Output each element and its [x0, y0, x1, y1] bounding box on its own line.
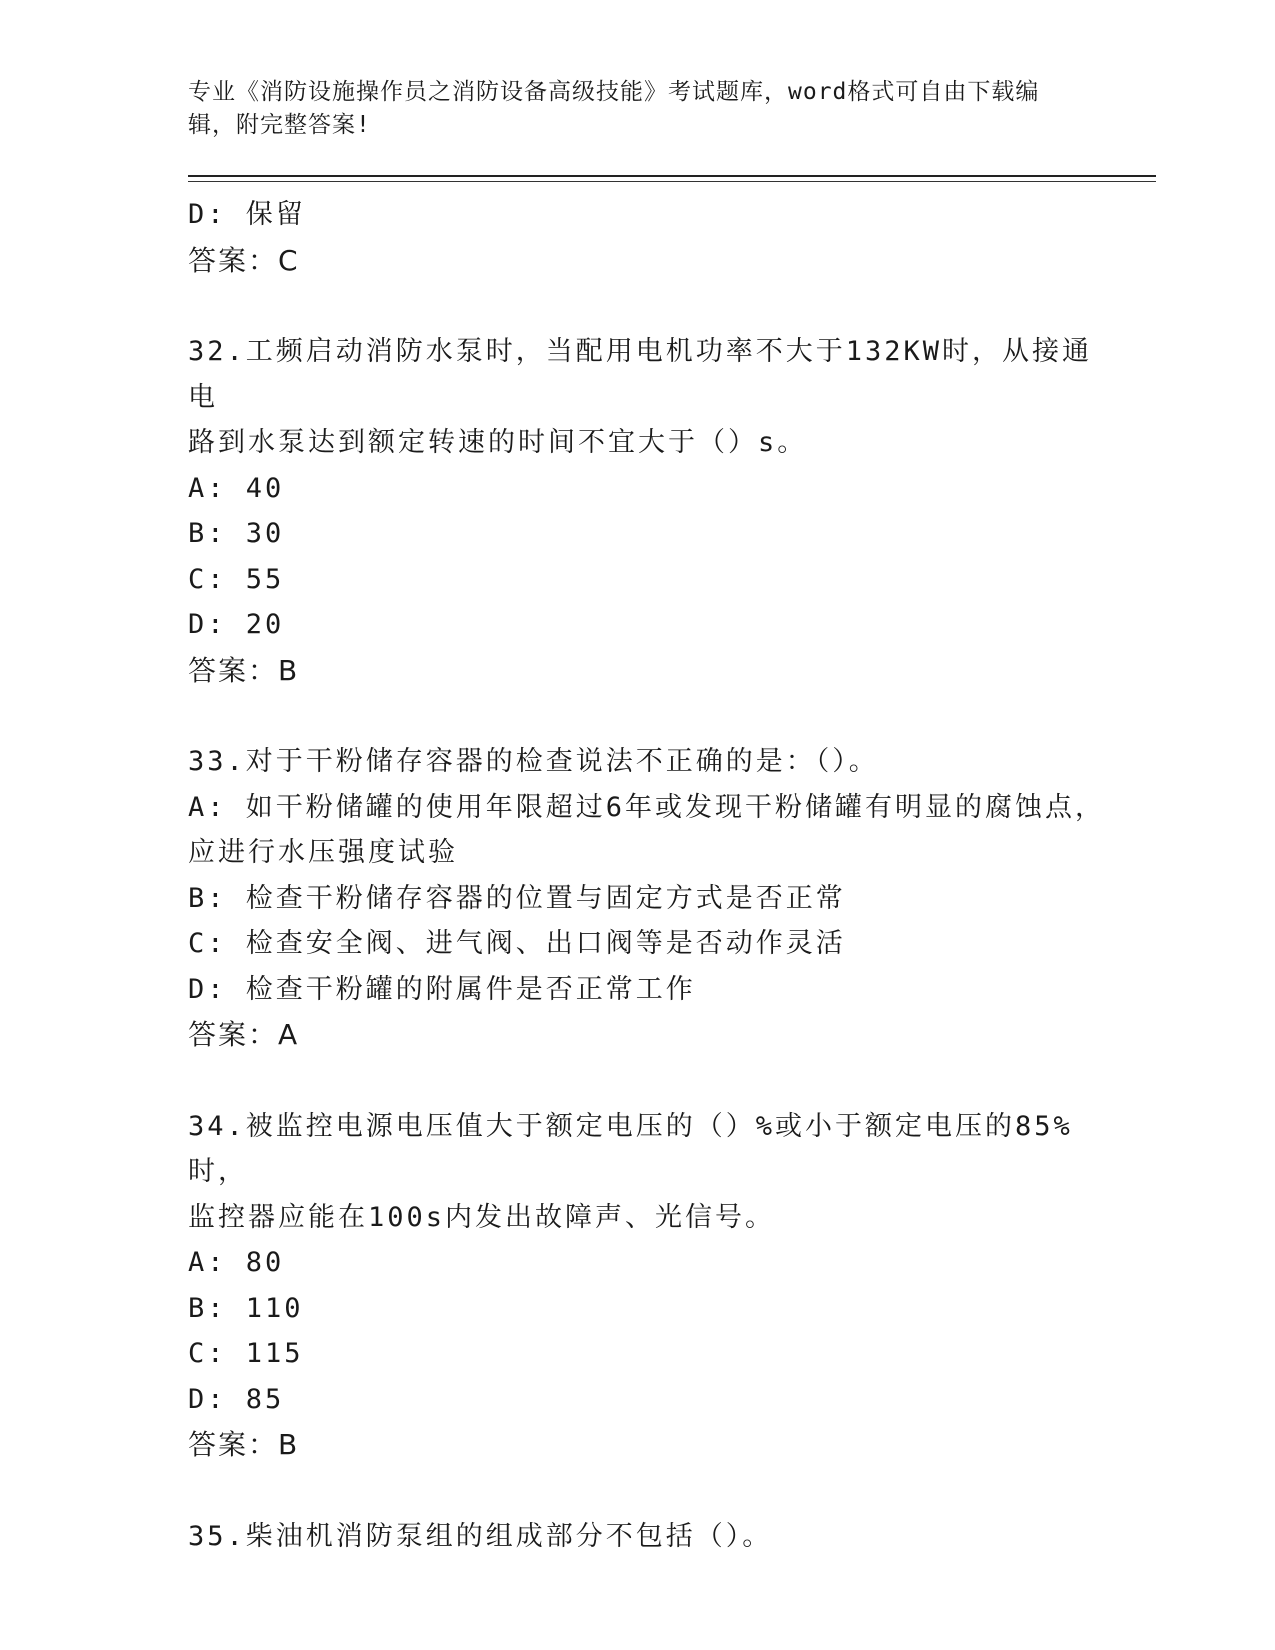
question-34	[188, 1104, 1098, 1468]
answer-line: 答案：B	[188, 653, 300, 687]
option-c: C: 55	[188, 563, 285, 595]
question-stem-line: 路到水泵达到额定转速的时间不宜大于（）s。	[188, 427, 808, 458]
option-d: D: 保留	[188, 199, 306, 230]
option-c: C: 115	[188, 1338, 304, 1369]
question-33	[188, 739, 1106, 1058]
answer-line: 答案：C	[188, 243, 300, 277]
question-stem-line: 32.工频启动消防水泵时，当配用电机功率不大于132KW时，从接通电	[188, 336, 1093, 413]
question-stem-line: 34.被监控电源电压值大于额定电压的（）%或小于额定电压的85%时，	[188, 1110, 1073, 1187]
question-stem-line: 监控器应能在100s内发出故障声、光信号。	[188, 1201, 776, 1233]
option-d: D: 检查干粉罐的附属件是否正常工作	[188, 973, 696, 1005]
header-rule-thick	[188, 175, 1156, 177]
page-header	[188, 76, 1098, 142]
question-35	[188, 1514, 1098, 1560]
option-c: C: 检查安全阀、进气阀、出口阀等是否动作灵活	[188, 928, 846, 959]
question-stem-line: 33.对于干粉储存容器的检查说法不正确的是：（）。	[188, 746, 879, 777]
option-d: D: 20	[188, 609, 285, 640]
question-32	[188, 329, 1098, 693]
option-a-continued: 应进行水压强度试验	[188, 837, 458, 868]
answer-line: 答案：B	[188, 1428, 300, 1461]
header-rule-thin	[188, 181, 1156, 182]
option-b: B: 30	[188, 518, 285, 549]
option-b: B: 110	[188, 1292, 304, 1324]
question-stem-line: 35.柴油机消防泵组的组成部分不包括（）。	[188, 1520, 773, 1552]
answer-line: 答案：A	[188, 1018, 300, 1051]
option-a: A: 如干粉储罐的使用年限超过6年或发现干粉储罐有明显的腐蚀点，	[188, 791, 1106, 823]
header-line-1: 专业《消防设施操作员之消防设备高级技能》考试题库，word格式可自由下载编	[188, 79, 1040, 105]
prev-question-tail	[188, 192, 1098, 283]
option-a: A: 80	[188, 1247, 285, 1278]
header-line-2: 辑，附完整答案!	[188, 112, 371, 138]
option-b: B: 检查干粉储存容器的位置与固定方式是否正常	[188, 882, 846, 914]
option-d: D: 85	[188, 1383, 285, 1415]
question-list	[188, 192, 1106, 1559]
option-a: A: 40	[188, 472, 285, 504]
